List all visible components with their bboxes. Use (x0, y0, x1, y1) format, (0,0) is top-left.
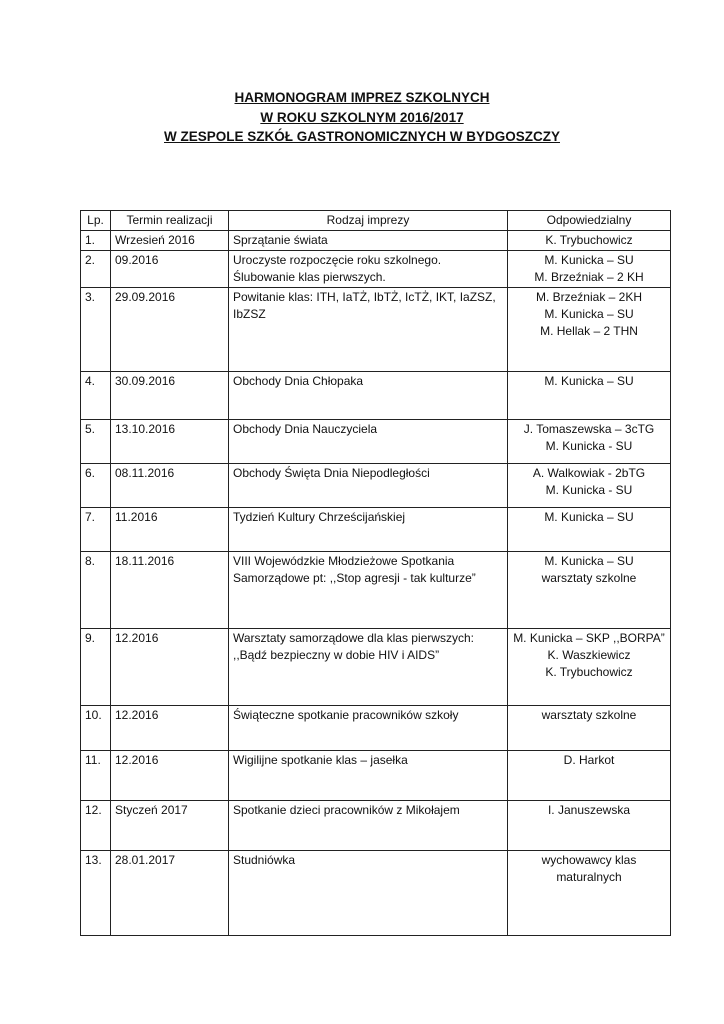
cell-rodzaj (229, 508, 508, 552)
cell-odpowiedzialny (508, 508, 671, 552)
cell-rodzaj (229, 629, 508, 706)
odpowiedzialny-line: K. Trybuchowicz (545, 233, 633, 247)
cell-lp: 5. (81, 420, 111, 464)
rodzaj-line: Obchody Dnia Chłopaka (233, 374, 364, 388)
table-row (81, 420, 671, 464)
title-line-1: HARMONOGRAM IMPREZ SZKOLNYCH (234, 90, 490, 105)
odpowiedzialny-line: M. Brzeźniak – 2KH (535, 290, 643, 304)
cell-termin: 30.09.2016 (111, 372, 229, 420)
header-odpowiedzialny: Odpowiedzialny (508, 211, 671, 231)
cell-lp: 10. (81, 706, 111, 751)
odpowiedzialny-line: K. Waszkiewicz (547, 648, 631, 662)
cell-rodzaj (229, 851, 508, 936)
table-row (81, 801, 671, 851)
table-row (81, 851, 671, 936)
odpowiedzialny-line: wychowawcy klas (541, 853, 637, 867)
rodzaj-line: Obchody Dnia Nauczyciela (233, 422, 378, 436)
rodzaj-line: Ślubowanie klas pierwszych. (233, 270, 386, 284)
odpowiedzialny-line: M. Brzeźniak – 2 KH (534, 270, 644, 284)
odpowiedzialny-line: M. Kunicka – SU (544, 510, 634, 524)
cell-rodzaj (229, 801, 508, 851)
schedule-table (80, 210, 671, 936)
table-row (81, 251, 671, 288)
cell-lp: 1. (81, 231, 111, 251)
table-row (81, 706, 671, 751)
cell-rodzaj (229, 706, 508, 751)
cell-termin: 08.11.2016 (111, 464, 229, 508)
cell-lp: 11. (81, 751, 111, 801)
cell-lp: 8. (81, 552, 111, 629)
cell-lp: 12. (81, 801, 111, 851)
cell-rodzaj (229, 552, 508, 629)
cell-lp: 9. (81, 629, 111, 706)
cell-rodzaj (229, 231, 508, 251)
cell-lp: 3. (81, 288, 111, 372)
rodzaj-line: VIII Wojewódzkie Młodzieżowe Spotkania (233, 554, 455, 568)
cell-termin: 12.2016 (111, 706, 229, 751)
rodzaj-line: Samorządowe pt: ,,Stop agresji - tak kulturze” (233, 571, 476, 585)
rodzaj-line: Studniówka (233, 853, 296, 867)
rodzaj-line: Powitanie klas: ITH, IaTŻ, IbTŻ, IcTŻ, IKT, IaZSZ, (233, 290, 496, 304)
table-row (81, 629, 671, 706)
table-row (81, 231, 671, 251)
cell-rodzaj (229, 420, 508, 464)
odpowiedzialny-line: M. Kunicka - SU (545, 483, 633, 497)
odpowiedzialny-line: warsztaty szkolne (541, 571, 637, 585)
rodzaj-line: Wigilijne spotkanie klas – jasełka (233, 753, 408, 767)
cell-odpowiedzialny (508, 851, 671, 936)
cell-odpowiedzialny (508, 251, 671, 288)
cell-termin: 13.10.2016 (111, 420, 229, 464)
odpowiedzialny-line: A. Walkowiak - 2bTG (532, 466, 646, 480)
cell-odpowiedzialny (508, 629, 671, 706)
cell-termin: 28.01.2017 (111, 851, 229, 936)
cell-termin: Wrzesień 2016 (111, 231, 229, 251)
cell-termin: 12.2016 (111, 751, 229, 801)
rodzaj-line: Świąteczne spotkanie pracowników szkoły (233, 708, 459, 722)
odpowiedzialny-line: M. Hellak – 2 THN (540, 324, 638, 338)
cell-odpowiedzialny (508, 420, 671, 464)
rodzaj-line: Uroczyste rozpoczęcie roku szkolnego. (233, 253, 442, 267)
odpowiedzialny-line: J. Tomaszewska – 3cTG (523, 422, 655, 436)
cell-odpowiedzialny (508, 751, 671, 801)
rodzaj-line: Sprzątanie świata (233, 233, 328, 247)
rodzaj-line: Warsztaty samorządowe dla klas pierwszych: (233, 631, 474, 645)
cell-lp: 4. (81, 372, 111, 420)
cell-rodzaj (229, 372, 508, 420)
rodzaj-line: Obchody Święta Dnia Niepodległości (233, 466, 430, 480)
cell-odpowiedzialny (508, 372, 671, 420)
rodzaj-line: ,,Bądź bezpieczny w dobie HIV i AIDS” (233, 648, 440, 662)
table-row (81, 288, 671, 372)
cell-termin: 29.09.2016 (111, 288, 229, 372)
cell-odpowiedzialny (508, 706, 671, 751)
odpowiedzialny-line: M. Kunicka - SU (545, 439, 633, 453)
rodzaj-line: IbZSZ (233, 307, 266, 321)
cell-rodzaj (229, 751, 508, 801)
odpowiedzialny-line: warsztaty szkolne (541, 708, 637, 722)
table-row (81, 552, 671, 629)
cell-lp: 2. (81, 251, 111, 288)
cell-termin: Styczeń 2017 (111, 801, 229, 851)
cell-lp: 6. (81, 464, 111, 508)
table-row (81, 751, 671, 801)
cell-termin: 18.11.2016 (111, 552, 229, 629)
odpowiedzialny-line: M. Kunicka – SU (544, 253, 634, 267)
header-termin: Termin realizacji (111, 211, 229, 231)
cell-rodzaj (229, 288, 508, 372)
rodzaj-line: Spotkanie dzieci pracowników z Mikołajem (233, 803, 460, 817)
cell-odpowiedzialny (508, 552, 671, 629)
odpowiedzialny-line: M. Kunicka – SU (544, 307, 634, 321)
cell-lp: 13. (81, 851, 111, 936)
cell-rodzaj (229, 464, 508, 508)
table-row (81, 372, 671, 420)
cell-termin: 11.2016 (111, 508, 229, 552)
cell-lp: 7. (81, 508, 111, 552)
header-lp: Lp. (81, 211, 111, 231)
cell-odpowiedzialny (508, 464, 671, 508)
odpowiedzialny-line: maturalnych (556, 870, 622, 884)
table-row (81, 508, 671, 552)
document-title (0, 88, 724, 147)
table-body (81, 231, 671, 936)
table-header-row (81, 211, 671, 231)
odpowiedzialny-line: K. Trybuchowicz (545, 665, 633, 679)
header-rodzaj: Rodzaj imprezy (229, 211, 508, 231)
odpowiedzialny-line: I. Januszewska (547, 803, 631, 817)
cell-termin: 09.2016 (111, 251, 229, 288)
cell-odpowiedzialny (508, 231, 671, 251)
cell-odpowiedzialny (508, 288, 671, 372)
cell-termin: 12.2016 (111, 629, 229, 706)
rodzaj-line: Tydzień Kultury Chrześcijańskiej (233, 510, 406, 524)
cell-rodzaj (229, 251, 508, 288)
odpowiedzialny-line: M. Kunicka – SU (544, 554, 634, 568)
title-line-3: W ZESPOLE SZKÓŁ GASTRONOMICZNYCH W BYDGOSZCZY (164, 129, 560, 144)
odpowiedzialny-line: D. Harkot (563, 753, 615, 767)
title-line-2: W ROKU SZKOLNYM 2016/2017 (260, 109, 464, 125)
odpowiedzialny-line: M. Kunicka – SU (544, 374, 634, 388)
cell-odpowiedzialny (508, 801, 671, 851)
table-row (81, 464, 671, 508)
odpowiedzialny-line: M. Kunicka – SKP ,,BORPA” (513, 631, 665, 645)
